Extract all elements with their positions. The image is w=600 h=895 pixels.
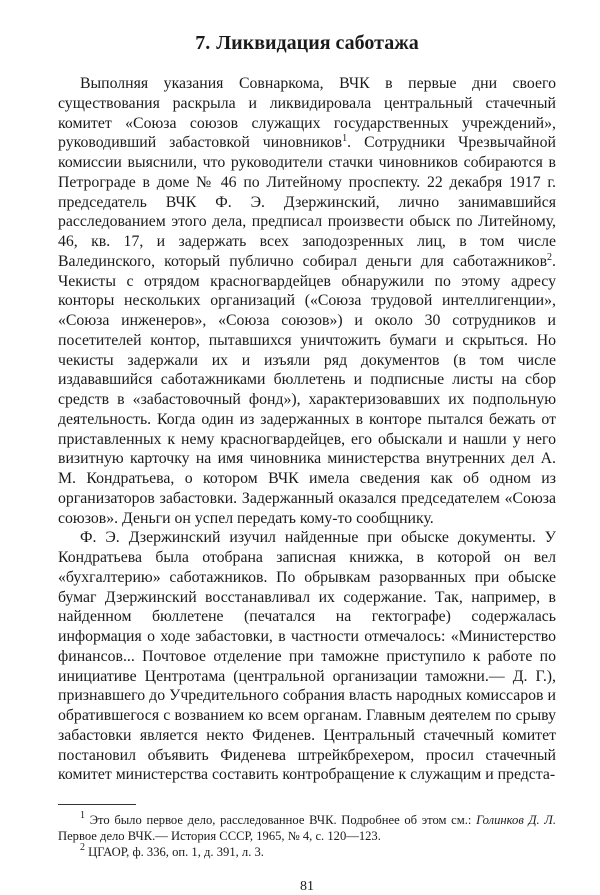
section-title: Ликвидация саботажа [216,32,419,54]
footnote-divider [58,804,136,805]
footnote-1 [58,812,556,844]
footnote-ref-1: 1 [342,133,348,145]
footnote-1-mark: 1 [80,810,85,821]
page-number: 81 [300,879,314,894]
main-text [58,74,556,785]
paragraph-2: Ф. Э. Дзержинский изучил найденные при обыске документы. У Кондратьева была отобрана записная книжка, в которой он вел «бухгалтерию» саботажников. По обрывкам разорванных при обыске бумаг Дзержинский восстанавливал их содержание. Так, например, в найденном бюллетене (печатался на гектографе) содержалась информация о ходе забастовки, в частности отмечалось: «Министерство финансов... Почтовое отделение при таможне приступило к работе по инициативе Центротама (центральной организации таможни.— Д. Г.), признавшего до Учредительного собрания власть народных комиссаров и обратившегося с возванием ко всем органам. Главным деятелем по срыву забастовки является некто Фиденев. Центральный стачечный комитет постановил объявить Фиденева штрейкбрехером, просил стачечный комитет министерства составить контробращение к служащим и предста- [58,529,556,784]
paragraph-1-part-2: . Сотрудники Чрезвычайной комиссии выяснили, что руководители стачки чиновников собираются в Петрограде в доме № 46 по Литейному проспекту. 22 декабря 1917 г. председатель ВЧК Ф. Э. Дзержинский, лично занимавшийся расследованием этого дела, предписал произвести обыск по Литейному, 46, кв. 17, и задержать всех заподозренных лиц, в том числе Валединского, который публично собирал деньги для саботажников [58,134,556,270]
section-number: 7. [195,32,211,54]
book-page [58,30,556,895]
section-heading [58,30,556,56]
paragraph-1 [58,74,556,528]
footnote-1-text-1: Это было первое дело, расследованное ВЧК. Подробнее об этом см.: [89,813,472,827]
footnote-2 [58,844,556,860]
footnote-1-author: Голинков Д. Л. [476,813,556,827]
paragraph-1-part-3: . Чекисты с отрядом красногвардейцев обнаружили по этому адресу конторы нескольких организаций («Союза трудовой интеллигенции», «Союза инженеров», «Союза союзов») и около 30 сотрудников и посетителей контор, пытавшихся уничтожить бумаги и скрыться. Но чекисты задержали их и изъяли ряд документов (в том числе издававшийся саботажниками бюллетень и подписные листы на сбор средств в «забастовочный фонд»), характеризовавших их подпольную деятельность. Когда один из задержанных в конторе пытался бежать от приставленных к нему красногвардейцев, его обыскали и нашли у него визитную карточку на имя чиновника министерства внутренних дел А. М. Кондратьева, о котором ВЧК имела сведения как об одном из организаторов забастовки. Задержанный оказался председателем «Союза союзов». Деньги он успел передать кому-то сообщнику. [58,252,556,527]
footnotes [58,812,556,860]
paragraph-1-part-1: Выполняя указания Совнаркома, ВЧК в первые дни своего существования раскрыла и ликвидировала центральный стачечный комитет «Союза союзов служащих государственных учреждений», руководивший забастовкой чиновников [58,75,556,152]
footnote-1-text-2: Первое дело ВЧК.— История СССР, 1965, № 4, с. 120—123. [58,829,381,843]
footnote-ref-2: 2 [547,251,553,263]
footnote-2-text: ЦГАОР, ф. 336, оп. 1, д. 391, л. 3. [88,845,264,859]
footnote-2-mark: 2 [80,842,85,853]
